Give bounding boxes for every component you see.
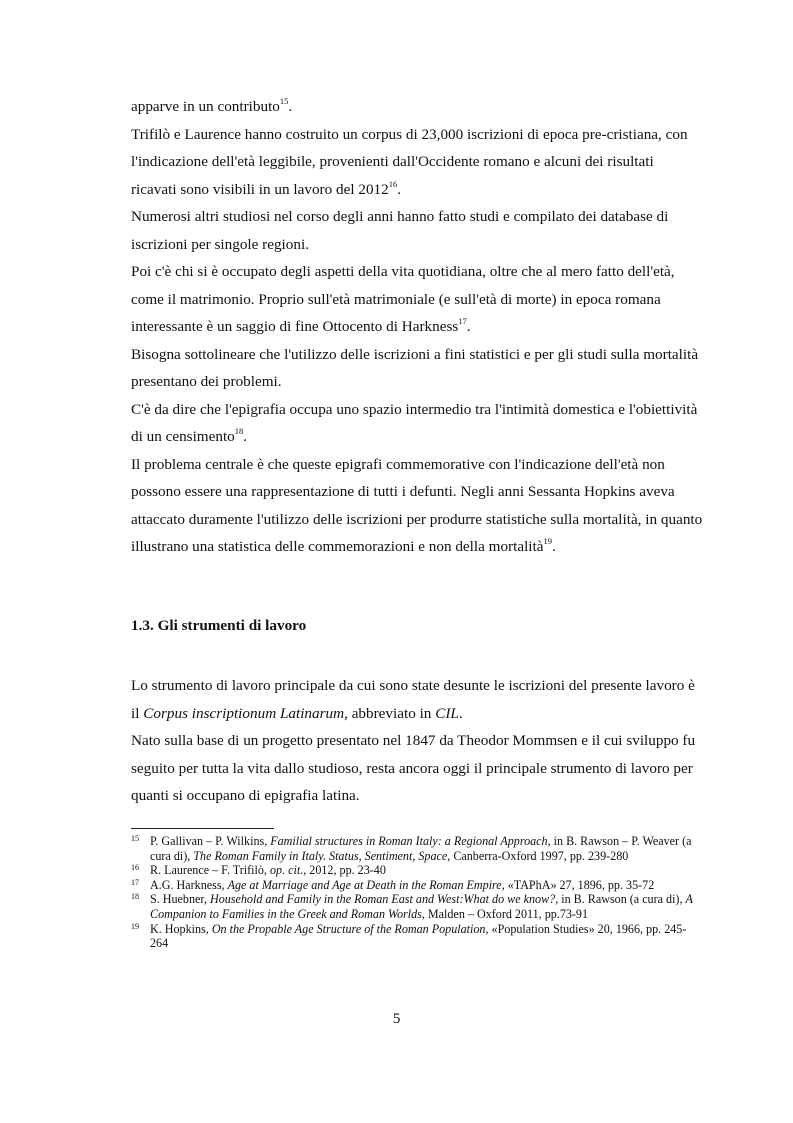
footnote-ref[interactable]: 16 xyxy=(388,178,398,189)
paragraph: C'è da dire che l'epigrafia occupa uno spazio intermedio tra l'intimità domestica e l'obiettività di un censimento$^{18}$. xyxy=(131,400,698,445)
footnote xyxy=(131,922,703,951)
footnote xyxy=(131,892,703,921)
section-text xyxy=(131,672,703,810)
footnote-number: 16 xyxy=(131,863,139,873)
footnotes xyxy=(131,834,703,951)
footnote-title: op. cit. xyxy=(269,863,304,878)
paragraph: Numerosi altri studiosi nel corso degli anni hanno fatto studi e compilato dei database di iscrizioni per singole regioni. xyxy=(131,208,669,253)
footnote-text: , «Population Studies» 20, 1966, pp. 245-264 xyxy=(150,921,687,951)
footnote-title: Age at Marriage and Age at Death in the Roman Empire xyxy=(227,877,502,892)
footnote-text: , Malden – Oxford 2011, pp.73-91 xyxy=(421,906,589,921)
footnote-title: On the Propable Age Structure of the Roman Population xyxy=(211,921,486,936)
footnote-text: A.G. Harkness, xyxy=(150,877,228,892)
page-number: 5 xyxy=(392,1010,401,1027)
footnote-separator xyxy=(131,828,274,829)
footnote-ref[interactable]: 19 xyxy=(543,536,552,546)
footnote-text: , in B. Rawson – P. Weaver (a cura di), xyxy=(150,834,692,863)
paragraph: Trifilò e Laurence hanno costruito un corpus di 23,000 iscrizioni di epoca pre-cristiana, con l'indicazione dell'età leggibile, provenienti dall'Occidente romano e alcuni dei risultati ricavati sono visibili in un lavoro del 2012$^{16}$. xyxy=(131,125,688,198)
paragraph: Il problema centrale è che queste epigrafi commemorative con l'indicazione dell'età non possono essere una rappresentazione di tutti i defunti. Negli anni Sessanta Hopkins aveva attaccato duramente l'utilizzo delle iscrizioni per produrre statistiche sulla mortalità, in quanto illustrano una statistica delle commemorazioni e non della mortalità$^{19}$. xyxy=(131,455,703,555)
footnote xyxy=(131,878,703,893)
footnote-text: , in B. Rawson (a cura di), xyxy=(555,892,686,907)
footnote-text: P. Gallivan – P. Wilkins, xyxy=(150,834,271,848)
footnote-text: R. Laurence – F. Trifilò, xyxy=(150,863,270,878)
paragraph: Bisogna sottolineare che l'utilizzo delle iscrizioni a fini statistici e per gli studi sulla mortalità presentano dei problemi. xyxy=(131,345,699,390)
footnote-title: Familial structures in Roman Italy: a Regional Approach xyxy=(270,834,548,848)
footnote-ref[interactable]: 17 xyxy=(458,316,467,326)
body-text xyxy=(131,93,703,561)
section-heading: 1.3. Gli strumenti di lavoro xyxy=(131,617,307,634)
italic-abbreviation: CIL xyxy=(435,704,459,722)
italic-title: Corpus inscriptionum Latinarum xyxy=(143,704,345,722)
footnote-number: 17 xyxy=(131,877,139,887)
footnote-title: Household and Family in the Roman East and West:What do we know? xyxy=(209,892,556,907)
paragraph: apparve in un contributo$^{15}$. xyxy=(131,96,293,115)
footnote-text: K. Hopkins, xyxy=(150,921,212,936)
paragraph: Lo strumento di lavoro principale da cui sono state desunte le iscrizioni del presente lavoro è il Corpus inscriptionum Latinarum, abbreviato in CIL. xyxy=(131,677,695,722)
footnote-number: 18 xyxy=(131,892,139,902)
footnote-title: A Companion to Families in the Greek and Roman Worlds xyxy=(150,892,693,921)
footnote-text: , Canberra-Oxford 1997, pp. 239-280 xyxy=(447,848,629,863)
footnote-text: S. Huebner, xyxy=(150,892,210,907)
footnote-ref[interactable]: 18 xyxy=(234,426,244,436)
paragraph: Nato sulla base di un progetto presentato nel 1847 da Theodor Mommsen e il cui sviluppo fu seguito per tutta la vita dallo studioso, resta ancora oggi il principale strumento di lavoro per quanti si occupano di epigrafia latina. xyxy=(131,732,696,804)
footnote xyxy=(131,834,703,863)
paragraph: Poi c'è chi si è occupato degli aspetti della vita quotidiana, oltre che al mero fatto dell'età, come il matrimonio. Proprio sull'età matrimoniale (e sull'età di morte) in epoca romana interessante è un saggio di fine Ottocento di Harkness$^{17}$. xyxy=(131,263,675,335)
footnote xyxy=(131,863,703,878)
footnote-text: , «TAPhA» 27, 1896, pp. 35-72 xyxy=(501,877,655,892)
footnote-text: , 2012, pp. 23-40 xyxy=(303,863,386,878)
footnote-number: 19 xyxy=(131,921,139,931)
footnote-title: The Roman Family in Italy. Status, Sentiment, Space xyxy=(193,848,448,863)
footnote-number: 15 xyxy=(131,834,139,843)
footnote-ref[interactable]: 15 xyxy=(279,96,289,106)
